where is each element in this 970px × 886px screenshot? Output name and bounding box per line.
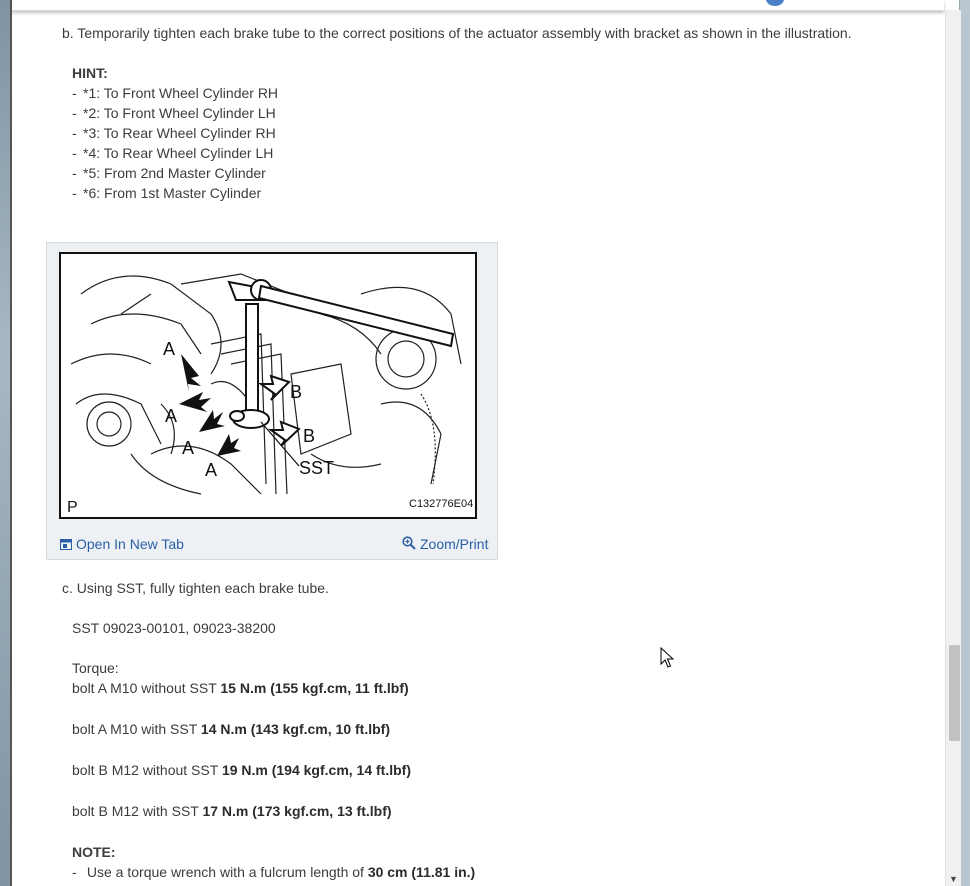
desktop-background-right <box>960 0 970 886</box>
torque-row: bolt B M12 with SST 17 N.m (173 kgf.cm, 13 ft.lbf) <box>72 803 392 819</box>
note-item: - Use a torque wrench with a fulcrum length of 30 cm (11.81 in.) <box>72 864 476 880</box>
hint-item: - *2: To Front Wheel Cylinder LH <box>72 105 276 121</box>
hint-block <box>72 63 278 203</box>
callout-a: A <box>205 460 218 480</box>
torque-row: bolt A M10 with SST 14 N.m (143 kgf.cm, 10 ft.lbf) <box>72 721 390 737</box>
hint-item: - *4: To Rear Wheel Cylinder LH <box>72 145 274 161</box>
hint-title: HINT: <box>72 65 108 81</box>
mouse-cursor-icon <box>660 647 674 669</box>
open-tab-icon <box>60 539 72 550</box>
hint-item: - *5: From 2nd Master Cylinder <box>72 165 266 181</box>
vertical-scrollbar[interactable] <box>945 10 961 886</box>
zoom-icon <box>402 536 416 550</box>
callout-a: A <box>163 339 176 359</box>
callout-p: P <box>67 499 78 516</box>
zoom-print-link[interactable]: Zoom/Print <box>402 534 488 554</box>
open-in-new-tab-link[interactable]: Open In New Tab <box>60 534 184 554</box>
step-c-text: c. Using SST, fully tighten each brake tube. <box>62 580 329 596</box>
torque-block <box>72 658 409 698</box>
callout-b: B <box>290 382 303 402</box>
document-content <box>12 0 944 886</box>
torque-title: Torque: <box>72 660 119 676</box>
callout-b: B <box>303 426 316 446</box>
callout-a: A <box>165 406 178 426</box>
note-title: NOTE: <box>72 844 116 860</box>
hint-item: - *1: To Front Wheel Cylinder RH <box>72 85 279 101</box>
illustration-panel <box>46 242 498 560</box>
scroll-thumb[interactable] <box>949 645 960 741</box>
scroll-down-arrow-icon[interactable]: ▼ <box>949 874 958 884</box>
torque-row: bolt A M10 without SST 15 N.m (155 kgf.cm, 11 ft.lbf) <box>72 680 409 696</box>
brake-actuator-illustration[interactable] <box>59 252 477 519</box>
hint-item: - *3: To Rear Wheel Cylinder RH <box>72 125 276 141</box>
torque-row: bolt B M12 without SST 19 N.m (194 kgf.cm, 14 ft.lbf) <box>72 762 411 778</box>
sst-line: SST 09023-00101, 09023-38200 <box>72 620 276 636</box>
hint-item: - *6: From 1st Master Cylinder <box>72 185 262 201</box>
callout-a: A <box>182 438 195 458</box>
desktop-background-left <box>0 0 10 886</box>
step-b-text: b. Temporarily tighten each brake tube to the correct positions of the actuator assembly with bracket as shown in the illustration. <box>62 25 852 41</box>
note-block <box>72 842 475 882</box>
callout-sst: SST <box>299 458 335 478</box>
figure-code: C132776E04 <box>409 498 474 510</box>
illustration-footer <box>47 531 497 555</box>
